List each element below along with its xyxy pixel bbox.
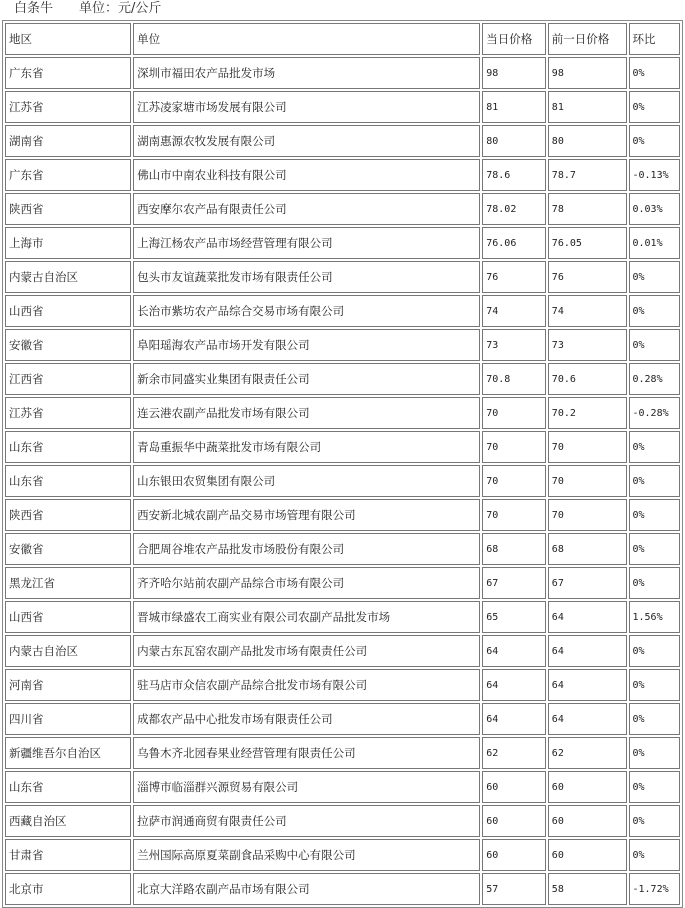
market-cell: 深圳市福田农产品批发市场 [133, 57, 480, 89]
market-cell: 西安摩尔农产品有限责任公司 [133, 193, 480, 225]
previous-price-cell: 60 [548, 771, 627, 803]
region-cell: 上海市 [5, 227, 131, 259]
previous-price-cell: 64 [548, 703, 627, 735]
change-cell: -0.28% [629, 397, 681, 429]
today-price-cell: 64 [482, 703, 546, 735]
change-cell: 0% [629, 465, 681, 497]
previous-price-cell: 78 [548, 193, 627, 225]
region-cell: 山西省 [5, 601, 131, 633]
market-cell: 齐齐哈尔站前农副产品综合市场有限公司 [133, 567, 480, 599]
region-cell: 安徽省 [5, 329, 131, 361]
change-cell: 0% [629, 261, 681, 293]
change-cell: 0% [629, 635, 681, 667]
market-cell: 西安新北城农副产品交易市场管理有限公司 [133, 499, 480, 531]
table-row [5, 261, 680, 293]
change-cell: 0% [629, 295, 681, 327]
previous-price-cell: 70 [548, 499, 627, 531]
today-price-cell: 70 [482, 431, 546, 463]
region-cell: 江苏省 [5, 397, 131, 429]
market-cell: 新余市同盛实业集团有限责任公司 [133, 363, 480, 395]
region-cell: 安徽省 [5, 533, 131, 565]
table-row [5, 669, 680, 701]
market-cell: 上海江杨农产品市场经营管理有限公司 [133, 227, 480, 259]
region-cell: 新疆维吾尔自治区 [5, 737, 131, 769]
table-row [5, 397, 680, 429]
market-cell: 包头市友谊蔬菜批发市场有限责任公司 [133, 261, 480, 293]
today-price-cell: 60 [482, 839, 546, 871]
table-row [5, 873, 680, 905]
change-cell: 0% [629, 839, 681, 871]
region-cell: 北京市 [5, 873, 131, 905]
change-cell: 0% [629, 567, 681, 599]
market-cell: 乌鲁木齐北园春果业经营管理有限责任公司 [133, 737, 480, 769]
today-price-cell: 60 [482, 805, 546, 837]
previous-price-cell: 60 [548, 839, 627, 871]
today-price-cell: 80 [482, 125, 546, 157]
today-price-cell: 70 [482, 465, 546, 497]
today-price-cell: 70.8 [482, 363, 546, 395]
table-row [5, 329, 680, 361]
table-row [5, 839, 680, 871]
change-cell: 0% [629, 533, 681, 565]
today-price-cell: 70 [482, 397, 546, 429]
change-cell: 0% [629, 91, 681, 123]
previous-price-cell: 74 [548, 295, 627, 327]
market-cell: 成都农产品中心批发市场有限责任公司 [133, 703, 480, 735]
unit-label: 单位：元/公斤 [79, 1, 162, 16]
today-price-cell: 81 [482, 91, 546, 123]
market-cell: 淄博市临淄群兴源贸易有限公司 [133, 771, 480, 803]
today-price-cell: 65 [482, 601, 546, 633]
change-cell: 1.56% [629, 601, 681, 633]
table-header-row [5, 23, 680, 55]
market-cell: 阜阳瑶海农产品市场开发有限公司 [133, 329, 480, 361]
previous-price-cell: 78.7 [548, 159, 627, 191]
today-price-cell: 98 [482, 57, 546, 89]
change-cell: 0% [629, 771, 681, 803]
table-row [5, 295, 680, 327]
table-row [5, 805, 680, 837]
market-cell: 连云港农副产品批发市场有限公司 [133, 397, 480, 429]
previous-price-cell: 76.05 [548, 227, 627, 259]
today-price-cell: 67 [482, 567, 546, 599]
market-cell: 内蒙古东瓦窑农副产品批发市场有限责任公司 [133, 635, 480, 667]
market-cell: 兰州国际高原夏菜副食品采购中心有限公司 [133, 839, 480, 871]
header-today-price: 当日价格 [482, 23, 546, 55]
region-cell: 江西省 [5, 363, 131, 395]
change-cell: -0.13% [629, 159, 681, 191]
today-price-cell: 76.06 [482, 227, 546, 259]
header-unit: 单位 [133, 23, 480, 55]
header-previous-price: 前一日价格 [548, 23, 627, 55]
previous-price-cell: 70.6 [548, 363, 627, 395]
change-cell: 0% [629, 737, 681, 769]
table-row [5, 91, 680, 123]
previous-price-cell: 64 [548, 635, 627, 667]
previous-price-cell: 64 [548, 669, 627, 701]
market-cell: 晋城市绿盛农工商实业有限公司农副产品批发市场 [133, 601, 480, 633]
today-price-cell: 64 [482, 669, 546, 701]
change-cell: 0.28% [629, 363, 681, 395]
change-cell: 0% [629, 805, 681, 837]
today-price-cell: 57 [482, 873, 546, 905]
table-row [5, 465, 680, 497]
today-price-cell: 78.6 [482, 159, 546, 191]
region-cell: 陕西省 [5, 499, 131, 531]
region-cell: 陕西省 [5, 193, 131, 225]
previous-price-cell: 58 [548, 873, 627, 905]
today-price-cell: 76 [482, 261, 546, 293]
region-cell: 湖南省 [5, 125, 131, 157]
region-cell: 甘肃省 [5, 839, 131, 871]
change-cell: 0.01% [629, 227, 681, 259]
region-cell: 山西省 [5, 295, 131, 327]
region-cell: 山东省 [5, 771, 131, 803]
previous-price-cell: 76 [548, 261, 627, 293]
market-cell: 青岛重振华中蔬菜批发市场有限公司 [133, 431, 480, 463]
change-cell: 0% [629, 125, 681, 157]
region-cell: 广东省 [5, 57, 131, 89]
region-cell: 河南省 [5, 669, 131, 701]
today-price-cell: 64 [482, 635, 546, 667]
change-cell: 0% [629, 57, 681, 89]
today-price-cell: 68 [482, 533, 546, 565]
table-row [5, 499, 680, 531]
previous-price-cell: 70.2 [548, 397, 627, 429]
change-cell: 0% [629, 329, 681, 361]
table-row [5, 567, 680, 599]
previous-price-cell: 81 [548, 91, 627, 123]
market-cell: 北京大洋路农副产品市场有限公司 [133, 873, 480, 905]
market-cell: 湖南惠源农牧发展有限公司 [133, 125, 480, 157]
previous-price-cell: 73 [548, 329, 627, 361]
today-price-cell: 60 [482, 771, 546, 803]
price-table [2, 20, 683, 908]
previous-price-cell: 68 [548, 533, 627, 565]
header-region: 地区 [5, 23, 131, 55]
table-row [5, 57, 680, 89]
change-cell: 0% [629, 703, 681, 735]
today-price-cell: 70 [482, 499, 546, 531]
previous-price-cell: 64 [548, 601, 627, 633]
market-cell: 长治市紫坊农产品综合交易市场有限公司 [133, 295, 480, 327]
table-caption [14, 0, 161, 18]
table-row [5, 771, 680, 803]
today-price-cell: 78.02 [482, 193, 546, 225]
header-change: 环比 [629, 23, 681, 55]
region-cell: 西藏自治区 [5, 805, 131, 837]
table-row [5, 159, 680, 191]
change-cell: 0% [629, 669, 681, 701]
table-row [5, 635, 680, 667]
table-row [5, 533, 680, 565]
region-cell: 黑龙江省 [5, 567, 131, 599]
market-cell: 江苏凌家塘市场发展有限公司 [133, 91, 480, 123]
previous-price-cell: 70 [548, 465, 627, 497]
previous-price-cell: 80 [548, 125, 627, 157]
previous-price-cell: 67 [548, 567, 627, 599]
region-cell: 四川省 [5, 703, 131, 735]
table-row [5, 601, 680, 633]
market-cell: 拉萨市润通商贸有限责任公司 [133, 805, 480, 837]
table-row [5, 703, 680, 735]
previous-price-cell: 62 [548, 737, 627, 769]
product-name: 白条牛 [14, 1, 54, 16]
market-cell: 佛山市中南农业科技有限公司 [133, 159, 480, 191]
region-cell: 江苏省 [5, 91, 131, 123]
market-cell: 合肥周谷堆农产品批发市场股份有限公司 [133, 533, 480, 565]
region-cell: 内蒙古自治区 [5, 635, 131, 667]
table-row [5, 193, 680, 225]
region-cell: 广东省 [5, 159, 131, 191]
table-row [5, 125, 680, 157]
previous-price-cell: 60 [548, 805, 627, 837]
previous-price-cell: 98 [548, 57, 627, 89]
table-row [5, 227, 680, 259]
previous-price-cell: 70 [548, 431, 627, 463]
table-row [5, 431, 680, 463]
today-price-cell: 74 [482, 295, 546, 327]
price-table-body [5, 23, 680, 905]
change-cell: 0.03% [629, 193, 681, 225]
market-cell: 驻马店市众信农副产品综合批发市场有限公司 [133, 669, 480, 701]
region-cell: 山东省 [5, 431, 131, 463]
today-price-cell: 73 [482, 329, 546, 361]
table-row [5, 737, 680, 769]
change-cell: 0% [629, 431, 681, 463]
region-cell: 内蒙古自治区 [5, 261, 131, 293]
region-cell: 山东省 [5, 465, 131, 497]
change-cell: -1.72% [629, 873, 681, 905]
today-price-cell: 62 [482, 737, 546, 769]
table-row [5, 363, 680, 395]
market-cell: 山东银田农贸集团有限公司 [133, 465, 480, 497]
change-cell: 0% [629, 499, 681, 531]
